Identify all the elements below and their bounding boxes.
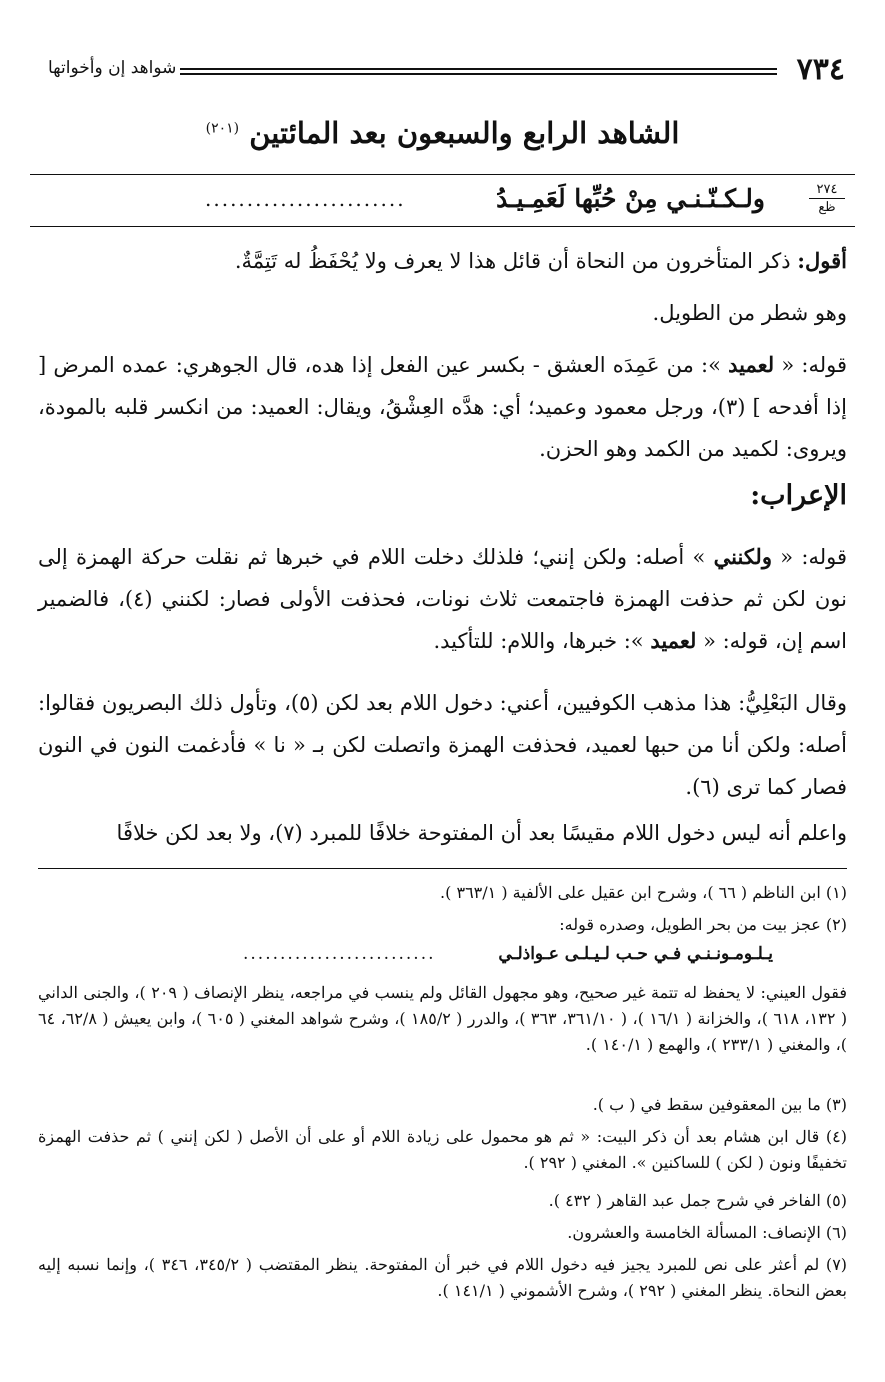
page-title [40, 116, 845, 150]
page-number: ٧٣٤ [796, 52, 845, 87]
verse-number-divider [809, 198, 845, 199]
paragraph-term-2: لعميد [650, 628, 697, 653]
footnote-1: (١) ابن الناظم ( ٦٦ )، وشرح ابن عقيل على الألفية ( ٣٦٣/١ ). [440, 883, 847, 902]
running-head: شواهد إن وأخواتها [48, 58, 177, 78]
footnote-verse-text: يـلـومـونـنـي فـي حـب لـيـلـى عـواذلـي [498, 944, 773, 964]
verse-rule-bottom [30, 226, 855, 227]
footnote-3: (٣) ما بين المعقوفين سقط في ( ب ). [592, 1095, 847, 1114]
header-rule [180, 68, 777, 75]
paragraph-text-2: »: خبرها، واللام: للتأكيد. [433, 629, 644, 653]
paragraph-irab-3: واعلم أنه ليس دخول اللام مقيسًا بعد أن المفتوحة خلافًا للمبرد (٧)، ولا بعد لكن خلافًا [116, 821, 847, 845]
verse-number-box [809, 182, 845, 215]
paragraph-text: ذكر المتأخرون من النحاة أن قائل هذا لا يعرف ولا يُحْفَظُ له تَتِمَّةٌ. [234, 249, 791, 273]
footnote-5: (٥) الفاخر في شرح جمل عبد القاهر ( ٤٣٢ ). [548, 1191, 847, 1210]
verse-rule-top [30, 174, 855, 175]
paragraph-irab-2: وقال البَعْلِيُّ: هذا مذهب الكوفيين، أعني: دخول اللام بعد لكن (٥)، وتأول ذلك البصريون فقالوا: أصله: ولكن أنا من حبها لعميد، فحذفت الهمزة واتصلت لكن بـ « نا » فأدغمت النون في النون فصار كما ترى (٦). [38, 691, 848, 799]
footnote-2-continued: فقول العيني: لا يحفظ له تتمة غير صحيح، وهو مجهول القائل ولم ينسب في مراجعه، ينظر الإنصاف ( ٢٠٩ )، والجنى الداني ( ١٣٢، ٦١٨ )، والخزانة ( ١٦/١ )، ( ٣٦١/١٠، ٣٦٣ )، والدرر ( ١٨٥/٢ )، وشرح شواهد المغني ( ٦٠٥ )، وابن يعيش ( ٦٢/٨، ٦٤ )، والمغني ( ٢٣٣/١ )، والهمع ( ١٤٠/١ ). [38, 983, 848, 1054]
section-heading-irab: الإعراب: [750, 480, 847, 511]
paragraph-intro: قوله: « [781, 353, 847, 377]
footnote-4: (٤) قال ابن هشام بعد أن ذكر البيت: « ثم هو محمول على زيادة اللام أو على أن الأصل ( لكن إنني ) ثم حذفت الهمزة تخفيفًا ونون ( لكن ) للساكنين ». المغني ( ٢٩٢ ). [38, 1127, 847, 1172]
footnote-2: (٢) عجز بيت من بحر الطويل، وصدره قوله: [559, 915, 847, 934]
verse-first-half: ولـكـنّـنـي مِنْ حُبِّها لَعَمِـيـدُ [496, 184, 765, 213]
paragraph-meter: وهو شطر من الطويل. [652, 301, 847, 325]
paragraph-term: ولكنني [713, 544, 772, 569]
paragraph-text: » أصله: ولكن إنني؛ فلذلك دخلت اللام في خبرها ثم نقلت حركة الهمزة إلى نون لكن ثم حذفت الهمزة فاجتمعت ثلاث نونات، فحذفت الأولى فصار: لكنني (٤)، فالضمير اسم إن، قوله: « [38, 545, 848, 653]
verse-code: ظع [818, 200, 836, 215]
paragraph-intro: قوله: « [780, 545, 847, 569]
paragraph-irab-1 [38, 536, 847, 662]
footnote-rule [38, 868, 847, 869]
footnote-7: (٧) لم أعثر على نص للمبرد يجيز فيه دخول اللام في خبر أن المفتوحة. ينظر المقتضب ( ٣٤٥/٢، ٣٤٦ )، وإنما نسبه إليه بعض النحاة. ينظر المغني ( ٢٩٢ )، وشرح الأشموني ( ١٤١/١ ). [38, 1255, 848, 1300]
paragraph-label: أقول: [797, 248, 847, 273]
title-text: الشاهد الرابع والسبعون بعد المائتين [249, 116, 680, 150]
verse-line [205, 184, 765, 213]
verse-number: ٢٧٤ [816, 182, 838, 197]
paragraph-term: لعميد [728, 352, 775, 377]
paragraph-text: »: من عَمِدَه العشق - بكسر عين الفعل إذا هده، قال الجوهري: عمده المرض [ إذا أفدحه ] (٣)، ورجل معمود وعميد؛ أي: هدَّه العِشْقُ، ويقال: العميد: من انكسر قلبه بالمودة، ويروى: لكميد من الكمد وهو الحزن. [38, 353, 847, 461]
footnote-verse-dots: .......................... [243, 944, 436, 964]
footnote-2-verse [243, 944, 773, 964]
footnote-6: (٦) الإنصاف: المسألة الخامسة والعشرون. [567, 1223, 847, 1242]
verse-dots: ........................ [205, 186, 406, 211]
paragraph-aqulu [38, 240, 847, 282]
paragraph-lexical [38, 344, 847, 470]
title-ref: (٢٠١) [205, 120, 240, 137]
